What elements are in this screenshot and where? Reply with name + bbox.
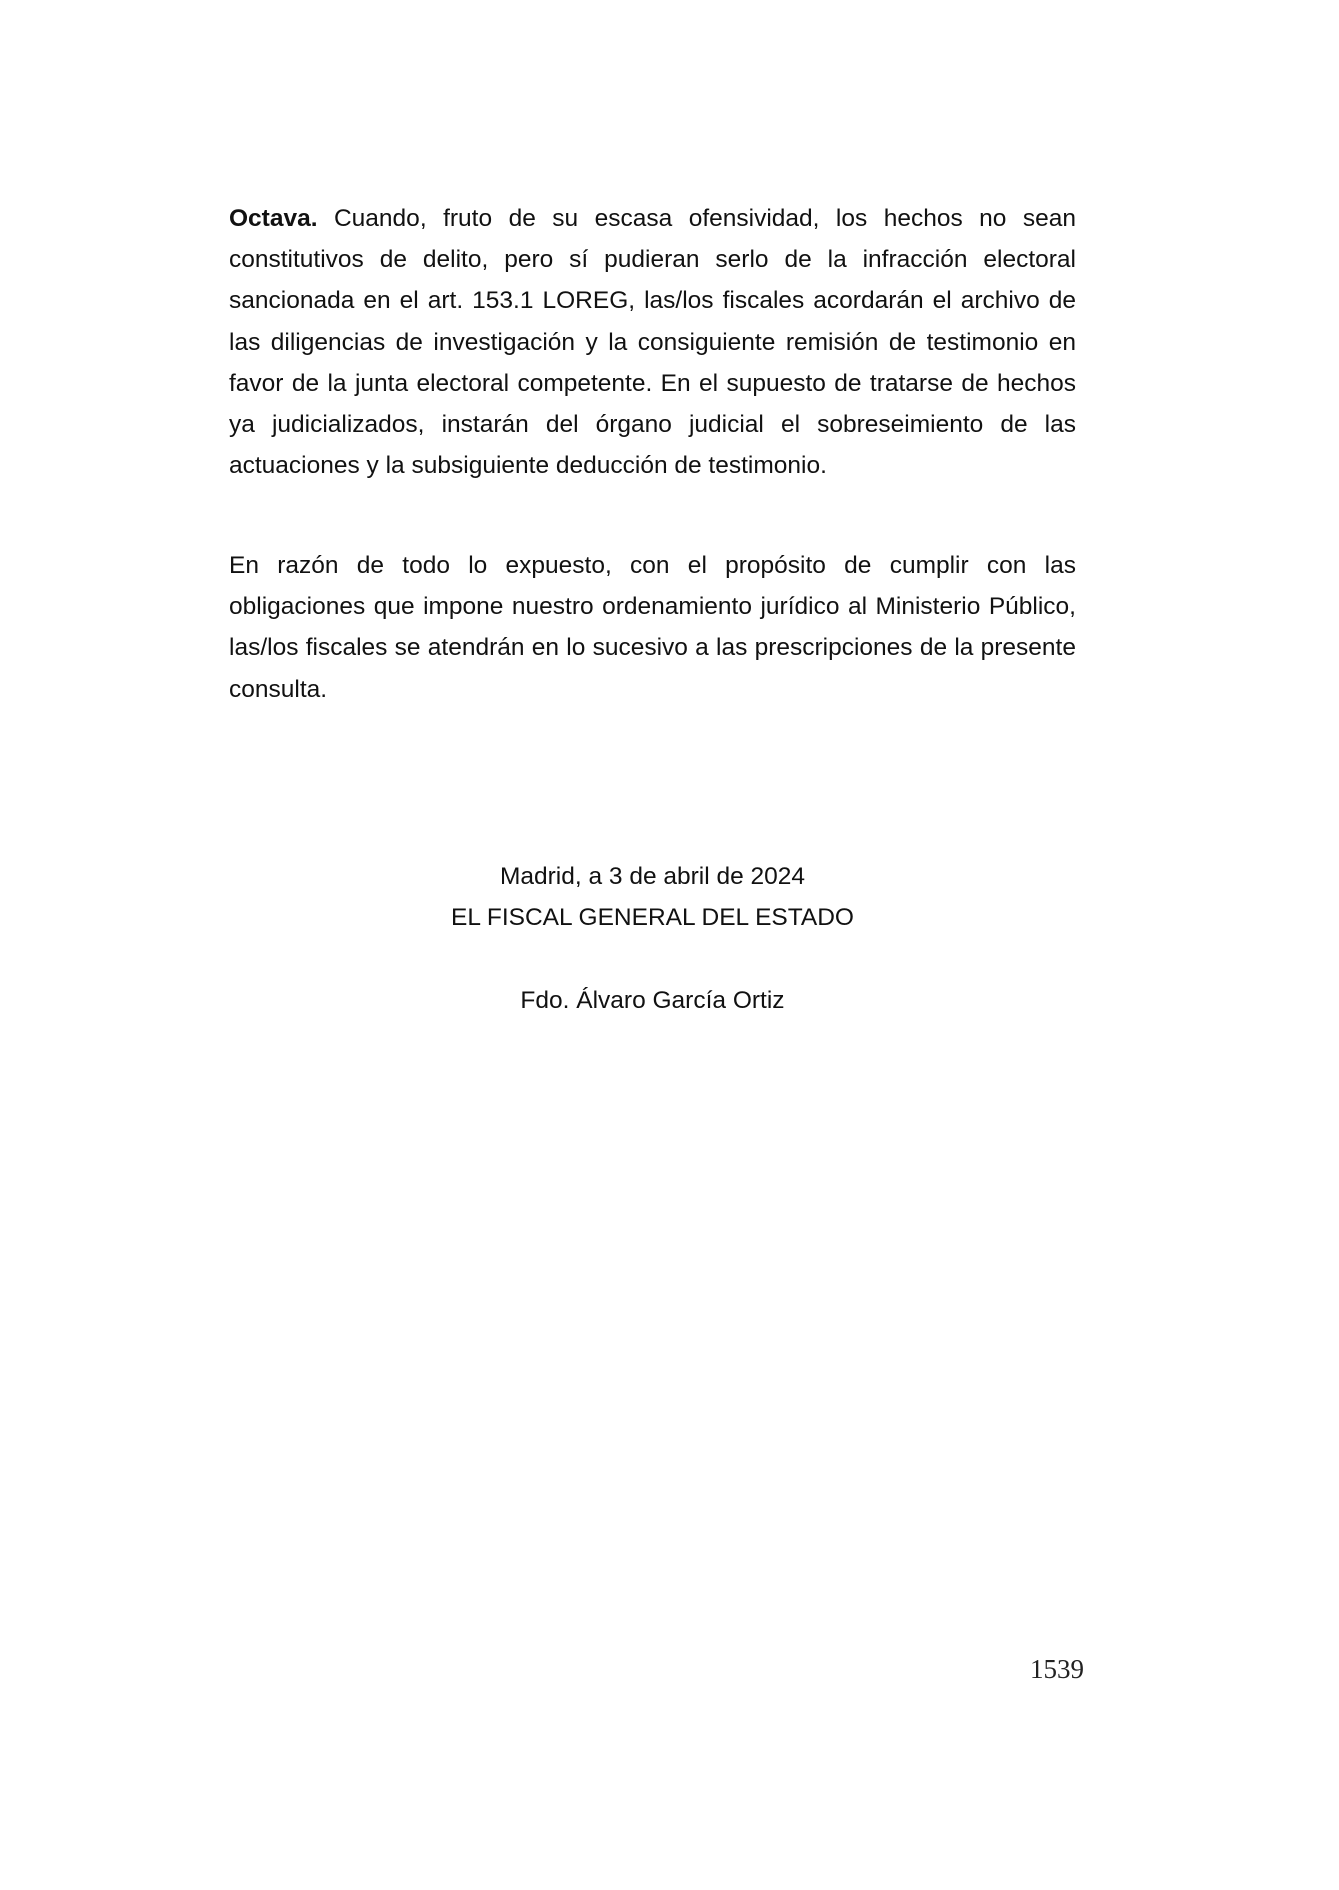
paragraph-octava-heading: Octava. <box>229 205 318 232</box>
closing-date-line: Madrid, a 3 de abril de 2024 <box>499 863 806 890</box>
paragraph-conclusion: En razón de todo lo expuesto, con el propósito de cumplir con las obligaciones que impone nuestro ordenamiento jurídico al Ministerio Público, las/los fiscales se atendrán en lo sucesivo a las prescripciones de la presente consulta. <box>229 552 1076 703</box>
closing-title: EL FISCAL GENERAL DEL ESTADO <box>450 904 854 931</box>
paragraph-octava <box>229 198 1076 486</box>
paragraph-octava-text: Cuando, fruto de su escasa ofensividad, los hechos no sean constitutivos de delito, pero sí pudieran serlo de la infracción electoral sancionada en el art. 153.1 LOREG, las/los fiscales acordarán el archivo de las diligencias de investigación y la consiguiente remisión de testimonio en favor de la junta electoral competente. En el supuesto de tratarse de hechos ya judicializados, instarán del órgano judicial el sobreseimiento de las actuaciones y la subsiguiente deducción de testimonio. <box>229 205 1076 480</box>
page-number: 1539 <box>1030 1654 1084 1684</box>
closing-signature: Fdo. Álvaro García Ortiz <box>520 987 785 1014</box>
